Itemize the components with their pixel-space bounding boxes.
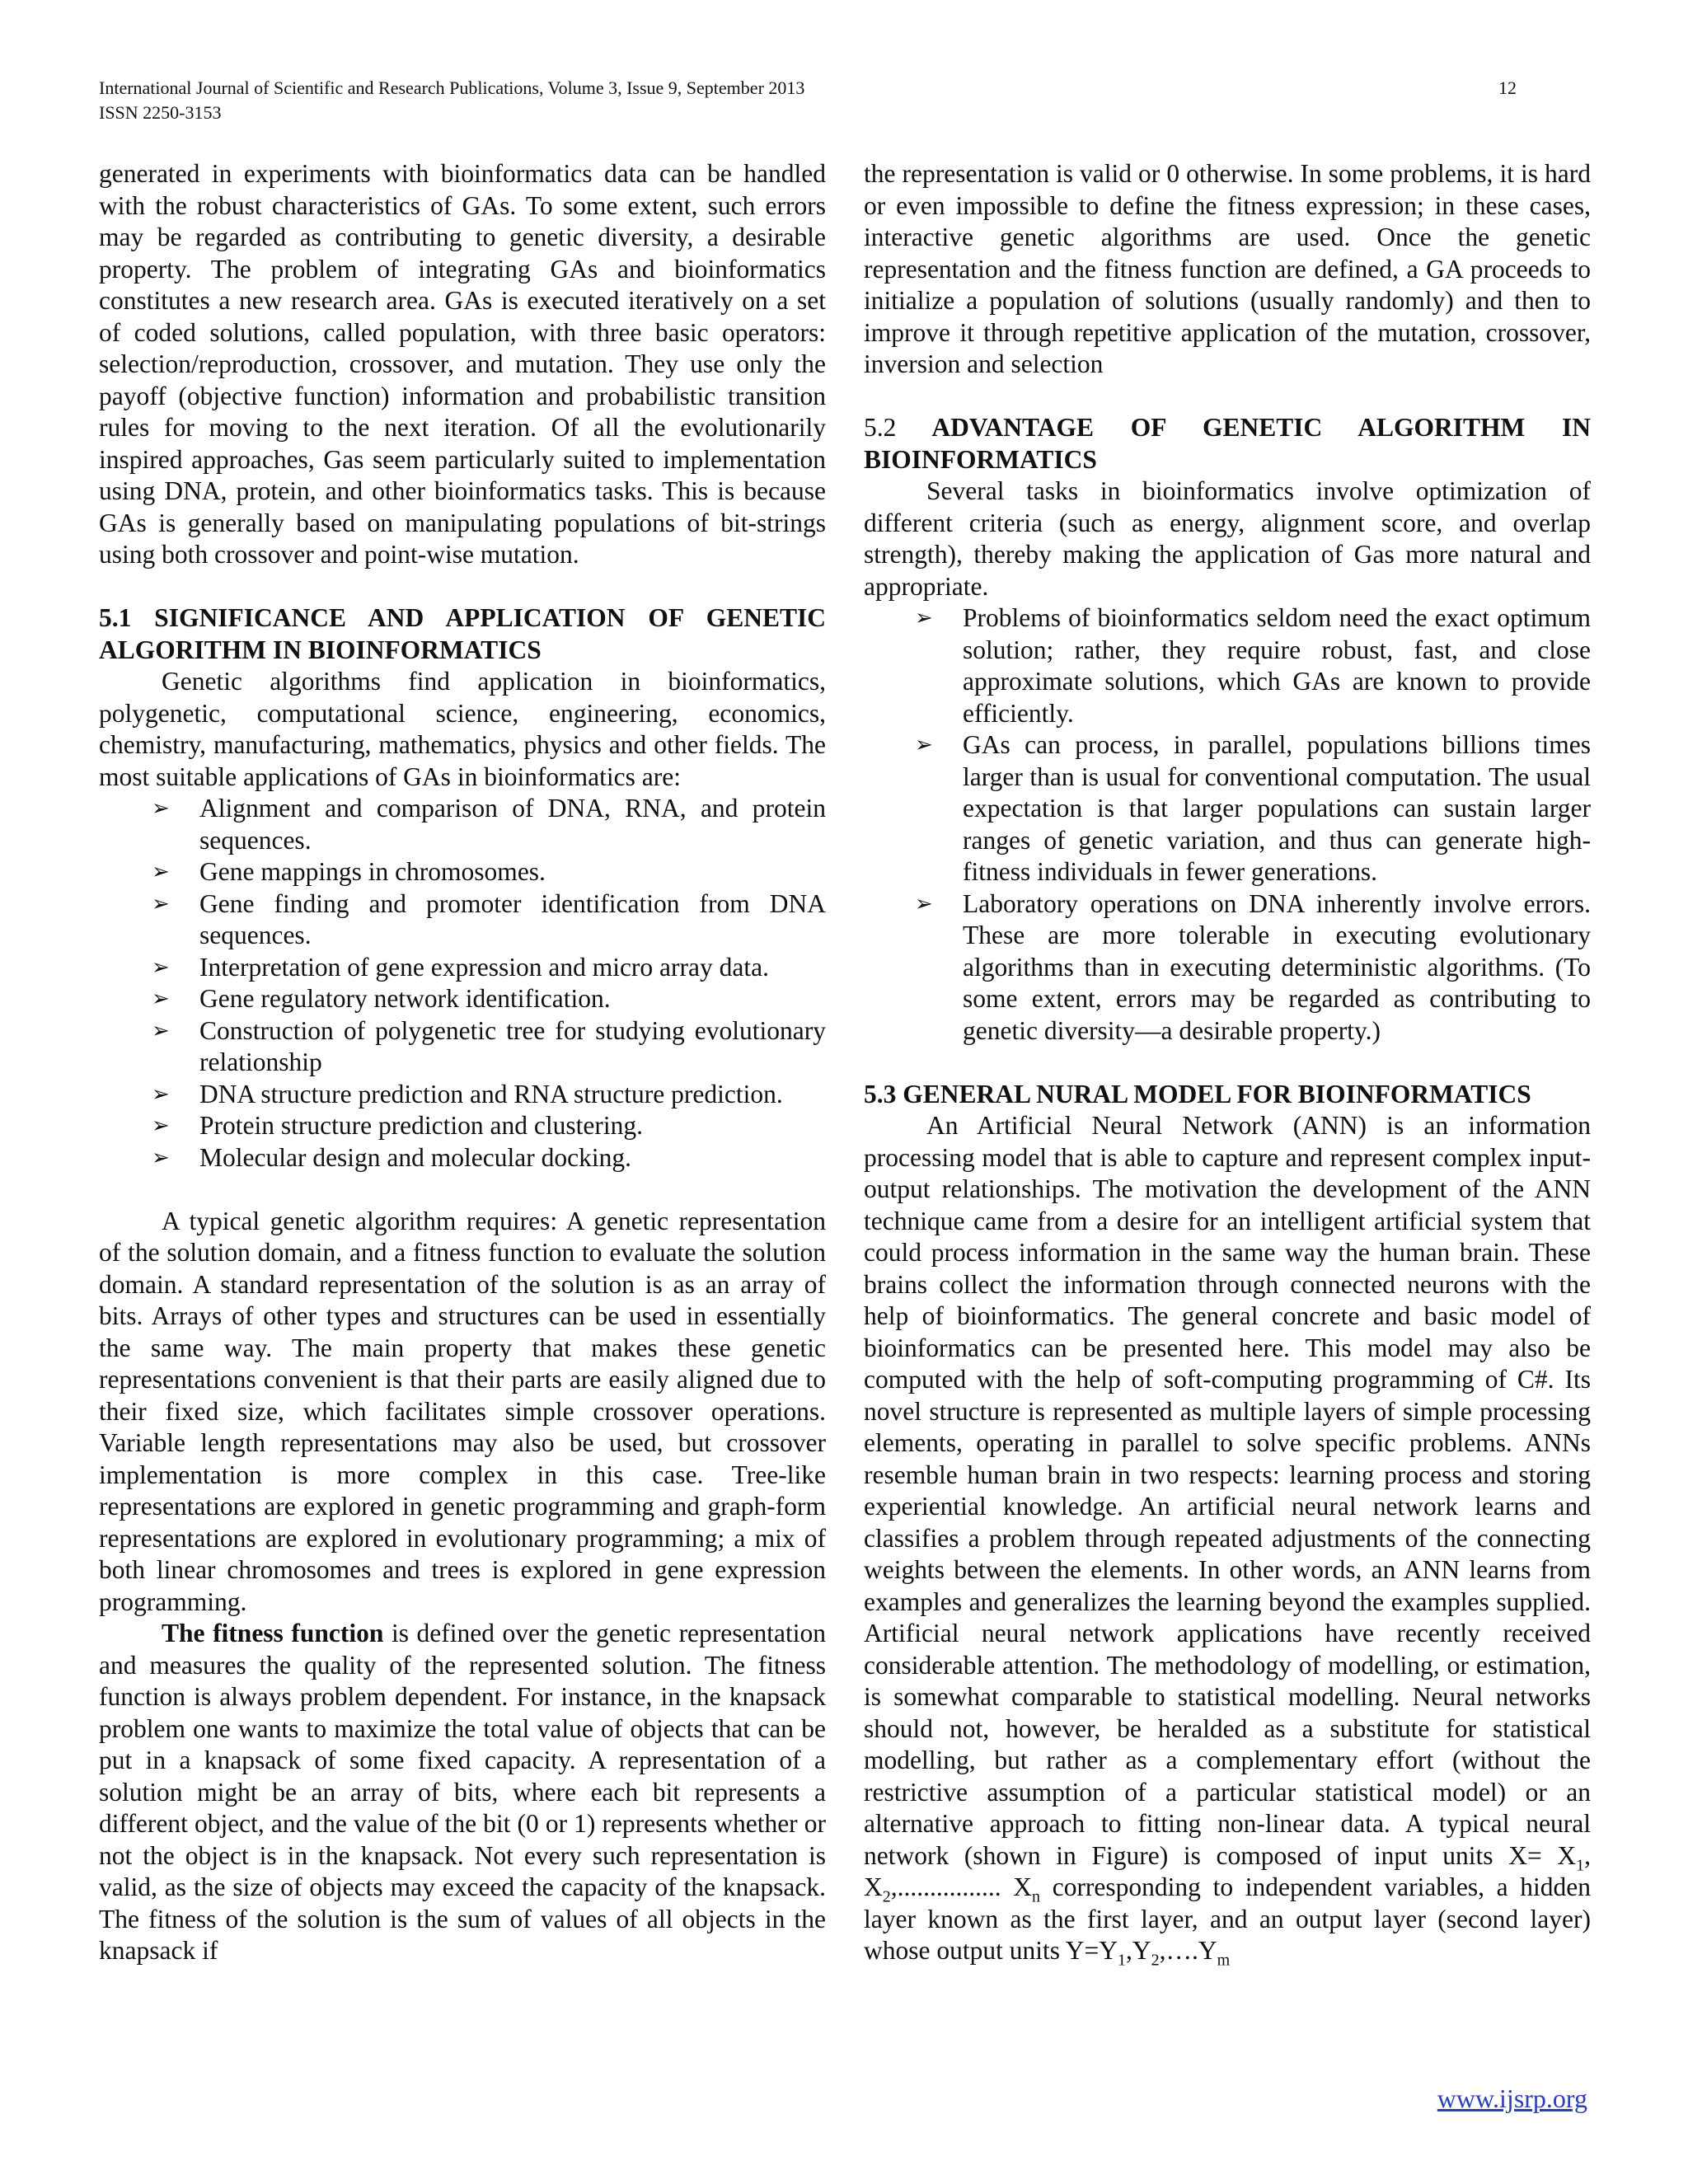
- arrow-bullet-icon: ➢: [152, 860, 170, 883]
- arrow-bullet-icon: ➢: [152, 954, 170, 979]
- list-item: ➢ Laboratory operations on DNA inherently involve errors. These are more tolerable in executing evolutionary algorithms than in executing deterministic algorithms. (To some extent, errors may be regarded as contributing to genetic diversity—a desirable property.): [915, 888, 1591, 1045]
- bold-term: The fitness function: [162, 1619, 384, 1647]
- advantages-list: [864, 602, 1591, 1047]
- arrow-bullet-icon: ➢: [152, 796, 170, 820]
- section-heading-5-2: 5.2 ADVANTAGE OF GENETIC ALGORITHM IN BIOINFORMATICS: [864, 413, 1591, 474]
- right-column: [864, 158, 1592, 1970]
- list-item: ➢ Protein structure prediction and clustering.: [199, 1110, 826, 1142]
- arrow-bullet-icon: ➢: [152, 1113, 170, 1137]
- list-item: ➢ Gene mappings in chromosomes.: [199, 856, 826, 888]
- list-item: ➢ Molecular design and molecular docking.: [199, 1142, 826, 1174]
- section-heading-5-1: 5.1 SIGNIFICANCE AND APPLICATION OF GENETIC ALGORITHM IN BIOINFORMATICS: [99, 603, 826, 664]
- website-link[interactable]: www.ijsrp.org: [1437, 2083, 1587, 2113]
- applications-list: [99, 793, 826, 1174]
- page-header: [99, 76, 1517, 125]
- arrow-bullet-icon: ➢: [915, 891, 933, 916]
- list-item: ➢ DNA structure prediction and RNA structure prediction.: [199, 1079, 826, 1111]
- arrow-bullet-icon: ➢: [152, 987, 170, 1010]
- list-item: ➢ Gene regulatory network identification.: [199, 983, 826, 1015]
- journal-title: International Journal of Scientific and Research Publications, Volume 3, Issue 9, September 2013: [99, 77, 805, 98]
- paragraph: An Artificial Neural Network (ANN) is an information processing model that is able to capture and represent complex input-output relationships. The motivation the development of the ANN technique came from a desire for an intelligent artificial system that could process information in the same way the human brain. These brains collect the information through connected neurons with the help of bioinformatics. The general concrete and basic model of bioinformatics can be presented here. This model may also be computed with the help of soft-computing programming of C#. Its novel structure is represented as multiple layers of simple processing elements, operating in parallel to solve specific problems. ANNs resemble human brain in two respects: learning process and storing experiential knowledge. An artificial neural network learns and classifies a problem through repeated adjustments of the connecting weights between the elements. In other words, an ANN learns from examples and generalizes the learning beyond the examples supplied. Artificial neural network applications have recently received considerable attention. The methodology of modelling, or estimation, is somewhat comparable to statistical modelling. Neural networks should not, however, be heralded as a substitute for statistical modelling, but rather as a complementary effort (without the restrictive assumption of a particular statistical model) or an alternative approach to fitting non-linear data. A typical neural network (shown in Figure) is composed of input units $X= X_1$, $X_2$,................ $X_n$ corresponding to independent variables, a hidden layer known as the first layer, and an output layer (second layer) whose output units $Y=Y_1,Y_2,\dots.Y_m$: [864, 1111, 1592, 1970]
- paragraph: A typical genetic algorithm requires: A genetic representation of the solution domain, and a fitness function to evaluate the solution domain. A standard representation of the solution is as an array of bits. Arrays of other types and structures can be used in essentially the same way. The main property that makes these genetic representations convenient is that their parts are easily aligned due to their fixed size, which facilitates simple crossover operations. Variable length representations may also be used, but crossover implementation is more complex in this case. Tree-like representations are explored in genetic programming and graph-form representations are explored in evolutionary programming; a mix of both linear chromosomes and trees is explored in gene expression programming.: [99, 1206, 826, 1616]
- arrow-bullet-icon: ➢: [152, 1145, 170, 1169]
- issn: ISSN 2250-3153: [99, 102, 222, 123]
- paragraph: generated in experiments with bioinformatics data can be handled with the robust characteristics of GAs. To some extent, such errors may be regarded as contributing to genetic diversity, a desirable property. The problem of integrating GAs and bioinformatics constitutes a new research area. GAs is executed iteratively on a set of coded solutions, called population, with three basic operators: selection/reproduction, crossover, and mutation. They use only the payoff (objective function) information and probabilistic transition rules for moving to the next iteration. Of all the evolutionarily inspired approaches, Gas seem particularly suited to implementation using DNA, protein, and other bioinformatics tasks. This is because GAs is generally based on manipulating populations of bit-strings using both crossover and point-wise mutation.: [99, 159, 826, 569]
- arrow-bullet-icon: ➢: [152, 1018, 170, 1043]
- list-item: ➢ Alignment and comparison of DNA, RNA, and protein sequences.: [152, 794, 826, 855]
- paragraph: Genetic algorithms find application in bioinformatics, polygenetic, computational science, engineering, economics, chemistry, manufacturing, mathematics, physics and other fields. The most suitable applications of GAs in bioinformatics are:: [99, 667, 826, 791]
- section-heading-5-3: 5.3 GENERAL NURAL MODEL FOR BIOINFORMATICS: [864, 1079, 1531, 1108]
- list-item: ➢ Gene finding and promoter identification from DNA sequences.: [152, 888, 826, 949]
- arrow-bullet-icon: ➢: [915, 606, 933, 630]
- left-column: [99, 158, 826, 1967]
- list-item: ➢ GAs can process, in parallel, populations billions times larger than is usual for conventional computation. The usual expectation is that larger populations can sustain larger ranges of genetic variation, and thus can generate high-fitness individuals in fewer generations.: [915, 730, 1591, 886]
- arrow-bullet-icon: ➢: [152, 891, 170, 916]
- page-number: 12: [1498, 77, 1517, 98]
- paragraph: the representation is valid or 0 otherwise. In some problems, it is hard or even impossible to define the fitness expression; in these cases, interactive genetic algorithms are used. Once the genetic representation and the fitness function are defined, a GA proceeds to initialize a population of solutions (usually randomly) and then to improve it through repetitive application of the mutation, crossover, inversion and selection: [864, 159, 1591, 378]
- list-item: ➢ Problems of bioinformatics seldom need the exact optimum solution; rather, they require robust, fast, and close approximate solutions, which GAs are known to provide efficiently.: [915, 603, 1591, 728]
- arrow-bullet-icon: ➢: [915, 733, 933, 757]
- paragraph: Several tasks in bioinformatics involve optimization of different criteria (such as energy, alignment score, and overlap strength), thereby making the application of Gas more natural and appropriate.: [864, 476, 1591, 601]
- list-item: ➢ Construction of polygenetic tree for studying evolutionary relationship: [152, 1015, 826, 1076]
- arrow-bullet-icon: ➢: [152, 1081, 170, 1106]
- list-item: ➢ Interpretation of gene expression and micro array data.: [199, 952, 826, 984]
- paragraph: The fitness function is defined over the genetic representation and measures the quality of the represented solution. The fitness function is always problem dependent. For instance, in the knapsack problem one wants to maximize the total value of objects that can be put in a knapsack of some fixed capacity. A representation of a solution might be an array of bits, where each bit represents a different object, and the value of the bit (0 or 1) represents whether or not the object is in the knapsack. Not every such representation is valid, as the size of objects may exceed the capacity of the knapsack. The fitness of the solution is the sum of values of all objects in the knapsack if: [99, 1619, 826, 1965]
